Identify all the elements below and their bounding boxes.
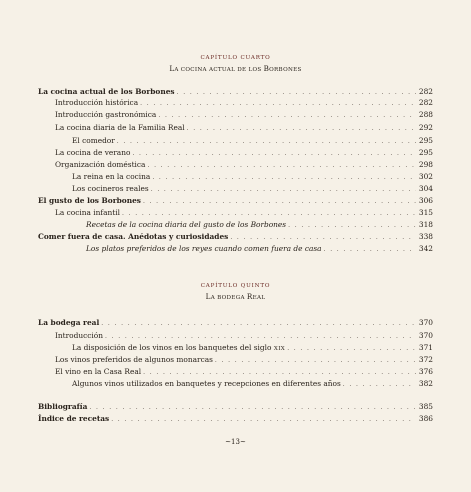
chapter-4-label: CAPÍTULO CUARTO xyxy=(200,55,271,61)
toc-entry[interactable]: Bibliografía . . . 385 xyxy=(38,402,433,412)
toc-entry[interactable]: Los vinos preferidos de algunos monarcas . . . 372 xyxy=(55,355,433,365)
toc-entry[interactable]: Introducción . . . 370 xyxy=(55,331,433,341)
toc-entry[interactable]: Comer fuera de casa. Anédotas y curiosidades . . . 338 xyxy=(38,232,433,242)
toc-entry[interactable]: Algunos vinos utilizados en banquetes y recepciones en diferentes años . . . 382 xyxy=(72,379,433,389)
toc-entry[interactable]: La cocina infantil . . . 315 xyxy=(55,208,433,218)
toc-entry[interactable]: El comedor . . . 295 xyxy=(72,136,433,146)
toc-entry[interactable]: La cocina diaria de la Familia Real . . . 292 xyxy=(55,123,433,133)
toc-entry[interactable]: La cocina de verano . . . 295 xyxy=(55,148,433,158)
chapter-5-title: LA BODEGA REAL xyxy=(205,292,266,301)
page-number: ~13~ xyxy=(225,438,246,446)
toc-entry[interactable]: Organización doméstica . . . 298 xyxy=(55,160,433,170)
toc-entry[interactable]: Introducción gastronómica . . . 288 xyxy=(55,110,433,120)
toc-entry[interactable]: La bodega real . . . 370 xyxy=(38,318,433,328)
toc-entry[interactable]: El vino en la Casa Real . . . 376 xyxy=(55,367,433,377)
toc-entry[interactable]: La cocina actual de los Borbones . . . 282 xyxy=(38,87,433,97)
toc-entry[interactable]: Los cocineros reales . . . 304 xyxy=(72,184,433,194)
toc-entry[interactable]: El gusto de los Borbones . . . 306 xyxy=(38,196,433,206)
toc-entry[interactable]: La disposición de los vinos en los banquetes del siglo XIX . . . 371 xyxy=(72,343,433,353)
toc-entry[interactable]: Los platos preferidos de los reyes cuando comen fuera de casa . . . 342 xyxy=(86,244,433,254)
chapter-4-title: LA COCINA ACTUAL DE LOS BORBONES xyxy=(169,64,302,73)
toc-entry[interactable]: Recetas de la cocina diaria del gusto de los Borbones . . . 318 xyxy=(86,220,433,230)
toc-entry[interactable]: Introducción histórica . . . 282 xyxy=(55,98,433,108)
chapter-5-label: CAPÍTULO QUINTO xyxy=(200,283,271,289)
toc-entry[interactable]: La reina en la cocina . . . 302 xyxy=(72,172,433,182)
toc-entry[interactable]: Índice de recetas . . . 386 xyxy=(38,414,433,424)
